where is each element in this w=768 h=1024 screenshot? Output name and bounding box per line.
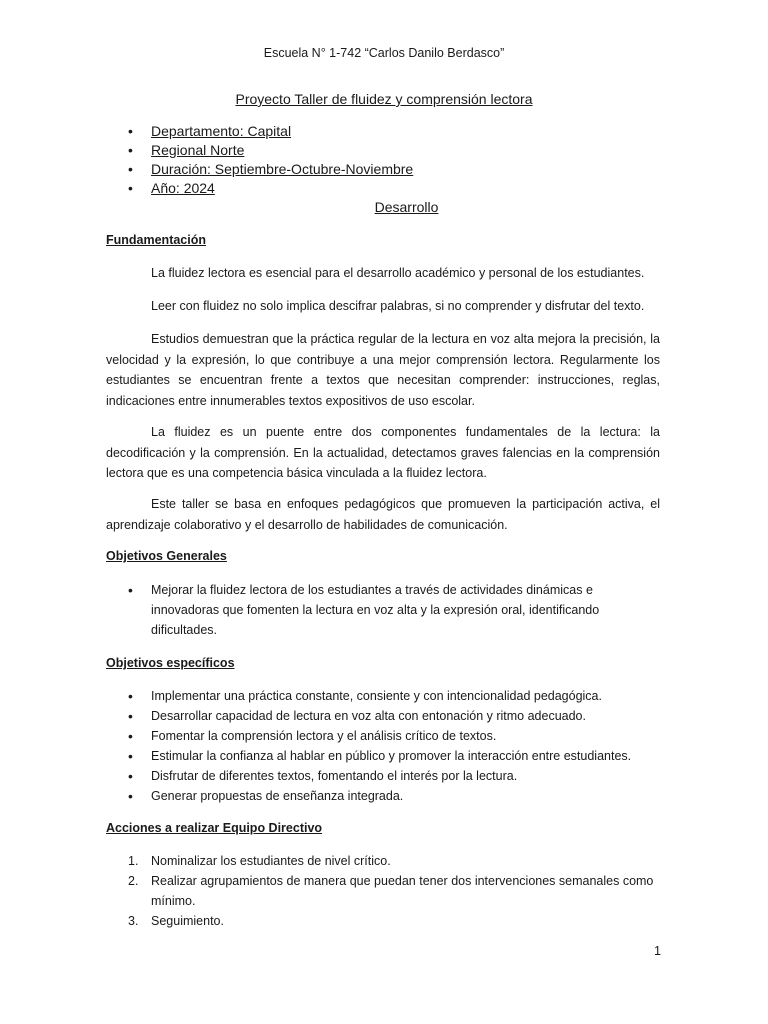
project-info-list	[128, 122, 413, 198]
info-anio: • Año: 2024	[128, 179, 413, 198]
project-title: Proyecto Taller de fluidez y comprensión lectora	[235, 91, 533, 107]
item-number: 3.	[128, 914, 139, 928]
paragraph: Leer con fluidez no solo implica descifrar palabras, si no comprender y disfrutar del texto.	[151, 299, 645, 313]
school-name: Escuela N° 1-742 “Carlos Danilo Berdasco”	[263, 46, 505, 60]
item-text: Seguimiento.	[151, 914, 224, 928]
list-item: • Estimular la confianza al hablar en público y promover la interacción entre estudiantes.	[128, 746, 660, 766]
list-item	[128, 871, 660, 911]
list-item: • Mejorar la fluidez lectora de los estudiantes a través de actividades dinámicas e innovadoras que fomenten la lectura en voz alta y la expresión oral, identificando dificultades.	[128, 580, 660, 640]
paragraph: La fluidez es un puente entre dos componentes fundamentales de la lectura: la decodificación y la comprensión. En la actualidad, detectamos graves falencias en la comprensión lectora que es una competencia básica vinculada a la fluidez lectora.	[106, 425, 660, 480]
heading-fundamentacion: Fundamentación	[106, 233, 207, 247]
acciones-list	[128, 851, 660, 931]
list-item: • Desarrollar capacidad de lectura en voz alta con entonación y ritmo adecuado.	[128, 706, 660, 726]
paragraph: Este taller se basa en enfoques pedagógicos que promueven la participación activa, el aprendizaje colaborativo y el desarrollo de habilidades de comunicación.	[106, 497, 660, 532]
paragraph: La fluidez lectora es esencial para el desarrollo académico y personal de los estudiantes.	[151, 266, 645, 280]
item-text: Realizar agrupamientos de manera que puedan tener dos intervenciones semanales como mínimo.	[151, 874, 654, 908]
item-number: 1.	[128, 854, 139, 868]
heading-acciones: Acciones a realizar Equipo Directivo	[106, 821, 323, 835]
list-item	[128, 911, 660, 931]
info-regional: • Regional Norte	[128, 141, 413, 160]
list-item: • Implementar una práctica constante, consiente y con intencionalidad pedagógica.	[128, 686, 660, 706]
list-item	[128, 851, 660, 871]
list-item: • Fomentar la comprensión lectora y el análisis crítico de textos.	[128, 726, 660, 746]
item-text: Nominalizar los estudiantes de nivel crítico.	[151, 854, 391, 868]
list-item: • Disfrutar de diferentes textos, fomentando el interés por la lectura.	[128, 766, 660, 786]
item-number: 2.	[128, 874, 139, 888]
heading-objetivos-especificos: Objetivos específicos	[106, 656, 235, 670]
paragraph: Estudios demuestran que la práctica regular de la lectura en voz alta mejora la precisión, la velocidad y la expresión, lo que contribuye a una mejor comprensión lectora. Regularmente los estudiantes se encuentran frente a textos que necesitan comprender: instrucciones, reglas, indicaciones entre innumerables textos expositivos de uso escolar.	[106, 332, 660, 408]
section-desarrollo-title: Desarrollo	[374, 199, 439, 215]
info-departamento: • Departamento: Capital	[128, 122, 413, 141]
heading-objetivos-generales: Objetivos Generales	[106, 549, 227, 563]
page-number: 1	[654, 944, 661, 958]
list-item: • Generar propuestas de enseñanza integrada.	[128, 786, 660, 806]
objetivos-generales-list	[128, 580, 660, 640]
info-duracion: • Duración: Septiembre-Octubre-Noviembre	[128, 160, 413, 179]
objetivos-especificos-list	[128, 686, 660, 806]
